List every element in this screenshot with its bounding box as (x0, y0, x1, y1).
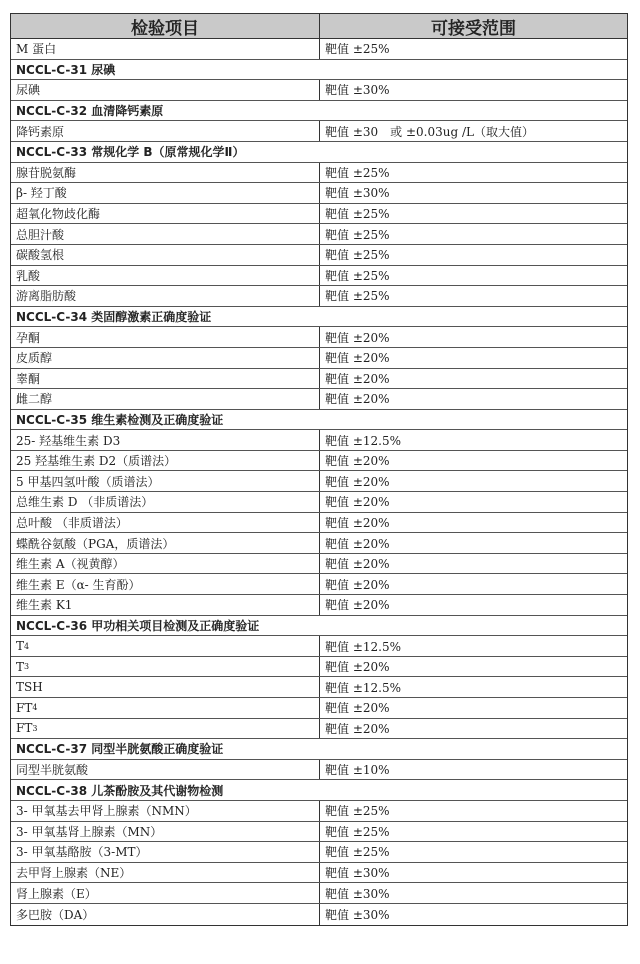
item-name: 同型半胱氨酸 (16, 763, 89, 778)
item-name: β- 羟丁酸 (16, 186, 67, 201)
item-cell (11, 698, 320, 718)
table-row (11, 245, 627, 266)
table-row (11, 451, 627, 472)
item-cell (11, 451, 320, 471)
item-cell (11, 224, 320, 244)
header-range-column: 可接受范围 (431, 18, 516, 39)
section-row (11, 410, 627, 431)
item-cell (11, 327, 320, 347)
range-cell: 靶值 ±25% (325, 845, 390, 860)
item-cell (11, 883, 320, 903)
item-cell (11, 863, 320, 883)
range-cell: 靶值 ±20% (325, 701, 390, 716)
item-cell (11, 760, 320, 780)
item-name: 蝶酰谷氨酸（PGA，质谱法） (16, 536, 175, 551)
range-cell: 靶值 ±10% (325, 763, 390, 778)
range-cell: 靶值 ±20% (325, 536, 390, 551)
range-cell: 靶值 ±30% (325, 83, 390, 98)
table-row (11, 801, 627, 822)
section-row (11, 780, 627, 801)
item-cell (11, 389, 320, 409)
table-body (11, 39, 627, 925)
section-title: NCCL-C-33 常规化学 B（原常规化学Ⅱ） (16, 145, 245, 160)
item-name: FT (16, 721, 33, 736)
item-cell (11, 80, 320, 100)
item-name: 3- 甲氧基去甲肾上腺素（NMN） (16, 804, 197, 819)
item-name: 去甲肾上腺素（NE） (16, 866, 132, 881)
range-cell: 靶值 ±20% (325, 454, 390, 469)
item-name: 降钙素原 (16, 124, 65, 139)
item-name: 总胆汁酸 (16, 227, 65, 242)
item-name: T (16, 639, 25, 654)
table-row (11, 533, 627, 554)
range-cell: 靶值 ±20% (325, 598, 390, 613)
range-cell: 靶值 ±20% (325, 721, 390, 736)
item-name: 腺苷脱氨酶 (16, 165, 77, 180)
range-cell: 靶值 ±25% (325, 824, 390, 839)
table-row (11, 842, 627, 863)
section-title: NCCL-C-31 尿碘 (16, 62, 116, 77)
range-cell: 靶值 ±20% (325, 515, 390, 530)
table-row (11, 657, 627, 678)
table-row (11, 183, 627, 204)
section-row (11, 616, 627, 637)
table-row (11, 163, 627, 184)
item-subscript: 3 (24, 662, 30, 672)
section-row (11, 60, 627, 81)
item-cell (11, 163, 320, 183)
item-cell (11, 904, 320, 925)
item-cell (11, 636, 320, 656)
item-cell (11, 39, 320, 59)
range-cell: 靶值 ±25% (325, 165, 390, 180)
table-row (11, 471, 627, 492)
range-cell: 靶值 ±20% (325, 577, 390, 592)
item-cell (11, 719, 320, 739)
table-row (11, 430, 627, 451)
item-name: FT (16, 700, 33, 715)
table-row (11, 636, 627, 657)
table-row (11, 121, 627, 142)
item-name: 维生素 E（α- 生育酚） (16, 577, 141, 592)
item-subscript: 3 (32, 723, 38, 733)
acceptance-range-table (10, 13, 628, 926)
table-row (11, 266, 627, 287)
item-cell (11, 492, 320, 512)
table-row (11, 554, 627, 575)
range-cell: 靶值 ±20% (325, 351, 390, 366)
item-name: 多巴胺（DA） (16, 907, 95, 922)
range-cell: 靶值 ±30% (325, 907, 390, 922)
range-cell: 靶值 ±25% (325, 207, 390, 222)
item-cell (11, 842, 320, 862)
table-row (11, 513, 627, 534)
item-cell (11, 822, 320, 842)
item-name: 尿碘 (16, 83, 41, 98)
item-cell (11, 204, 320, 224)
range-cell: 靶值 ±25% (325, 248, 390, 263)
table-row (11, 822, 627, 843)
item-name: 25 羟基维生素 D2（质谱法） (16, 454, 177, 469)
item-name: 25- 羟基维生素 D3 (16, 433, 121, 448)
item-cell (11, 554, 320, 574)
item-name: 总叶酸 （非质谱法） (16, 515, 128, 530)
item-cell (11, 471, 320, 491)
item-name: 肾上腺素（E） (16, 886, 97, 901)
item-name: 3- 甲氧基肾上腺素（MN） (16, 824, 163, 839)
item-name: 乳酸 (16, 268, 41, 283)
range-cell: 靶值 ±20% (325, 474, 390, 489)
table-row (11, 698, 627, 719)
item-name: 睾酮 (16, 371, 41, 386)
section-title: NCCL-C-38 儿茶酚胺及其代谢物检测 (16, 783, 224, 798)
section-title: NCCL-C-37 同型半胱氨酸正确度验证 (16, 742, 224, 757)
item-cell (11, 266, 320, 286)
item-name: 雌二醇 (16, 392, 53, 407)
table-row (11, 595, 627, 616)
header-item-column: 检验项目 (11, 14, 320, 38)
table-row (11, 80, 627, 101)
section-row (11, 739, 627, 760)
range-cell: 靶值 ±30% (325, 186, 390, 201)
item-cell (11, 801, 320, 821)
section-row (11, 142, 627, 163)
item-cell (11, 677, 320, 697)
item-name: 碳酸氢根 (16, 248, 65, 263)
item-name: 总维生素 D （非质谱法） (16, 495, 154, 510)
table-row (11, 677, 627, 698)
item-cell (11, 121, 320, 141)
range-cell: 靶值 ±20% (325, 330, 390, 345)
section-title: NCCL-C-36 甲功相关项目检测及正确度验证 (16, 618, 260, 633)
range-cell: 靶值 ±12.5% (325, 639, 401, 654)
table-row (11, 204, 627, 225)
table-row (11, 574, 627, 595)
range-cell: 靶值 ±25% (325, 227, 390, 242)
table-row (11, 492, 627, 513)
table-row (11, 224, 627, 245)
range-cell: 靶值 ±12.5% (325, 433, 401, 448)
item-subscript: 4 (24, 641, 30, 651)
table-row (11, 760, 627, 781)
range-cell: 靶值 ±20% (325, 392, 390, 407)
item-name: 维生素 K1 (16, 598, 73, 613)
item-cell (11, 430, 320, 450)
section-title: NCCL-C-34 类固醇激素正确度验证 (16, 310, 212, 325)
item-cell (11, 183, 320, 203)
table-row (11, 39, 627, 60)
table-row (11, 348, 627, 369)
table-row (11, 286, 627, 307)
item-cell (11, 286, 320, 306)
item-cell (11, 245, 320, 265)
range-cell: 靶值 ±25% (325, 289, 390, 304)
item-cell (11, 513, 320, 533)
table-row (11, 904, 627, 925)
item-name: 3- 甲氧基酪胺（3-MT） (16, 845, 148, 860)
item-cell (11, 533, 320, 553)
table-row (11, 883, 627, 904)
item-name: TSH (16, 680, 43, 695)
item-name: 游离脂肪酸 (16, 289, 77, 304)
range-cell: 靶值 ±25% (325, 42, 390, 57)
range-cell: 靶值 ±30% (325, 866, 390, 881)
range-cell: 靶值 ±20% (325, 495, 390, 510)
range-cell: 靶值 ±12.5% (325, 680, 401, 695)
range-cell: 靶值 ±20% (325, 557, 390, 572)
item-name: M 蛋白 (16, 42, 57, 57)
section-row (11, 101, 627, 122)
range-cell: 靶值 ±30 或 ±0.03ug /L（取大值） (325, 124, 534, 139)
item-name: T (16, 659, 25, 674)
item-cell (11, 657, 320, 677)
item-cell (11, 595, 320, 615)
item-cell (11, 348, 320, 368)
range-cell: 靶值 ±20% (325, 660, 390, 675)
section-title: NCCL-C-35 维生素检测及正确度验证 (16, 412, 224, 427)
range-cell: 靶值 ±30% (325, 886, 390, 901)
item-subscript: 4 (32, 703, 38, 713)
item-cell (11, 369, 320, 389)
table-row (11, 327, 627, 348)
section-title: NCCL-C-32 血清降钙素原 (16, 104, 164, 119)
item-name: 超氧化物歧化酶 (16, 207, 101, 222)
table-header (11, 14, 627, 39)
table-row (11, 863, 627, 884)
range-cell: 靶值 ±25% (325, 268, 390, 283)
table-row (11, 719, 627, 740)
item-cell (11, 574, 320, 594)
range-cell: 靶值 ±25% (325, 804, 390, 819)
item-name: 5 甲基四氢叶酸（质谱法） (16, 474, 160, 489)
table-row (11, 389, 627, 410)
item-name: 维生素 A（视黄醇） (16, 557, 125, 572)
item-name: 孕酮 (16, 330, 41, 345)
section-row (11, 307, 627, 328)
item-name: 皮质醇 (16, 351, 53, 366)
table-row (11, 369, 627, 390)
range-cell: 靶值 ±20% (325, 371, 390, 386)
